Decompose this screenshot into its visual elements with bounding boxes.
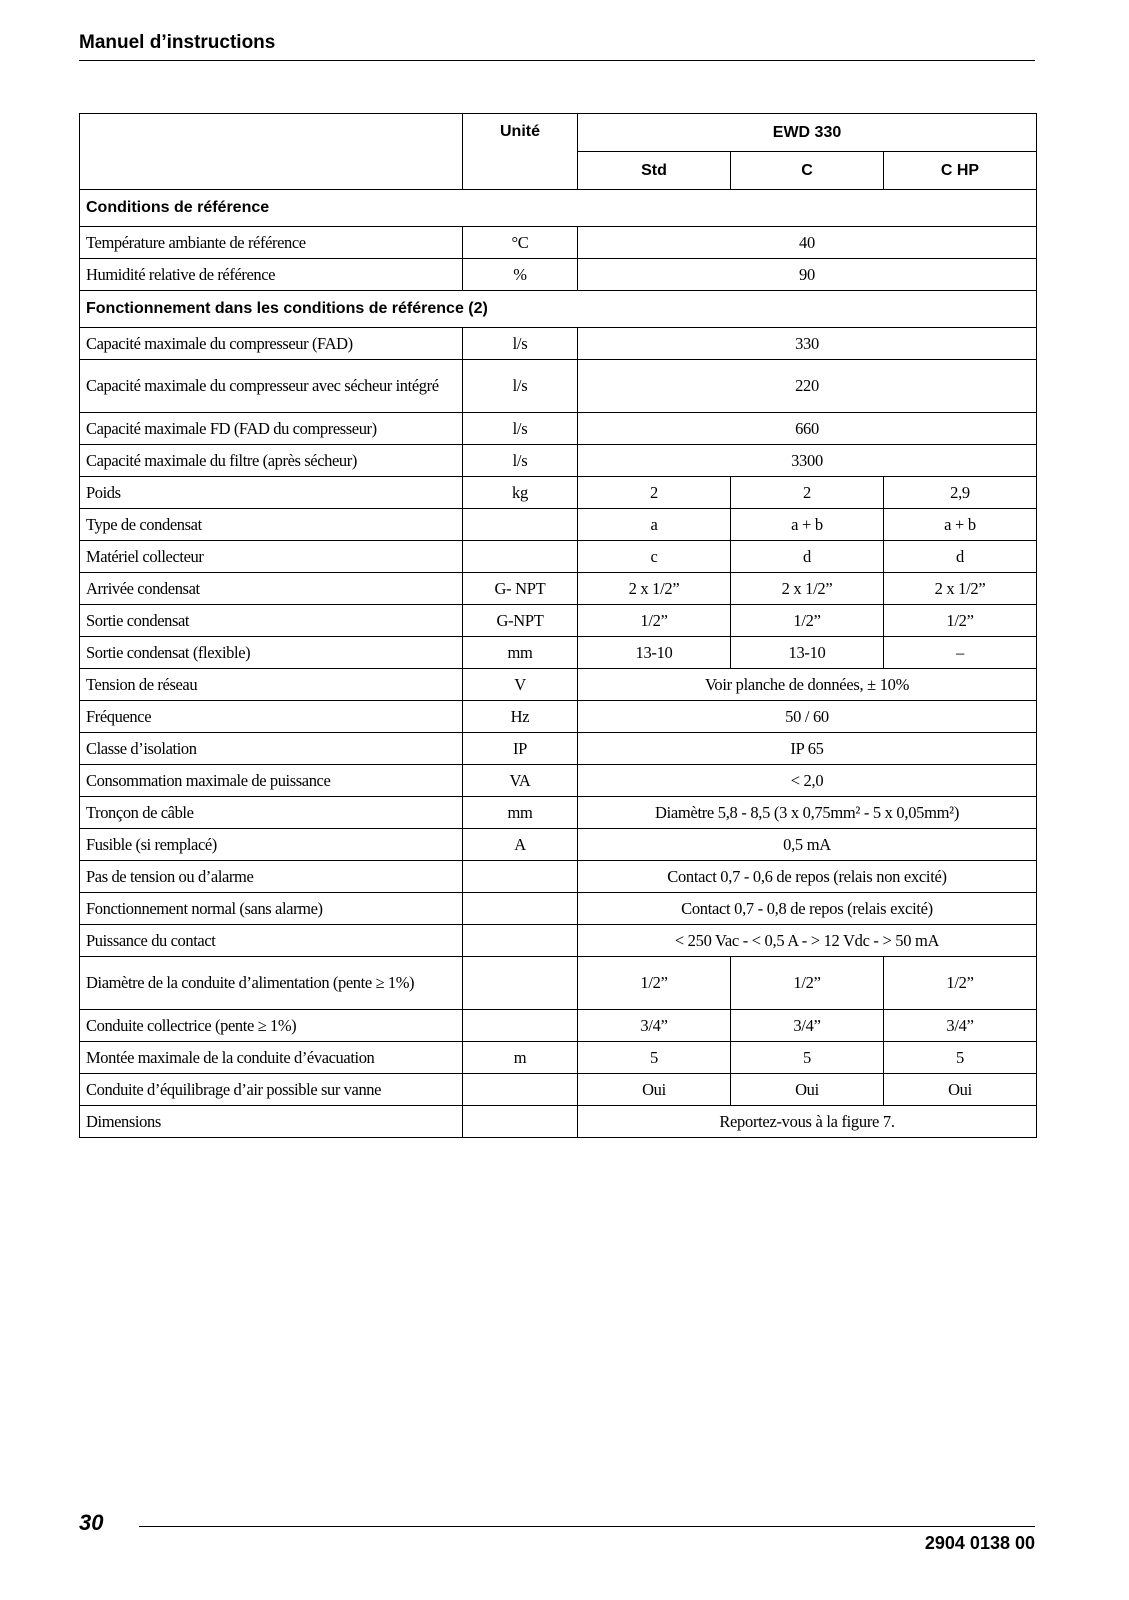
table-row: [80, 541, 1037, 573]
table-row: [80, 445, 1037, 477]
page-number: 30: [79, 1510, 104, 1535]
table-row: [80, 360, 1037, 413]
row-label: Sortie condensat (flexible): [80, 637, 463, 669]
row-value: c: [578, 541, 731, 573]
variant-header: Std: [578, 152, 731, 190]
table-row: [80, 227, 1037, 259]
row-unit: l/s: [463, 445, 578, 477]
row-unit: [463, 1106, 578, 1138]
section-row: [80, 190, 1037, 227]
table-row: [80, 637, 1037, 669]
page-header: [79, 30, 1035, 61]
row-value: 5: [731, 1042, 884, 1074]
row-unit: [463, 1074, 578, 1106]
table-row: [80, 1042, 1037, 1074]
row-label: Montée maximale de la conduite d’évacuation: [80, 1042, 463, 1074]
row-label: Dimensions: [80, 1106, 463, 1138]
row-value: d: [884, 541, 1037, 573]
row-unit: G-NPT: [463, 605, 578, 637]
row-value: Oui: [731, 1074, 884, 1106]
row-label: Capacité maximale FD (FAD du compresseur): [80, 413, 463, 445]
row-value: 1/2”: [884, 957, 1037, 1010]
row-label: Arrivée condensat: [80, 573, 463, 605]
row-value: 2,9: [884, 477, 1037, 509]
row-value: 2: [578, 477, 731, 509]
row-value: 13-10: [578, 637, 731, 669]
table-row: [80, 1010, 1037, 1042]
row-unit: m: [463, 1042, 578, 1074]
row-unit: mm: [463, 637, 578, 669]
row-unit: VA: [463, 765, 578, 797]
row-value: a: [578, 509, 731, 541]
table-row: [80, 733, 1037, 765]
row-value: 3/4”: [884, 1010, 1037, 1042]
row-label: Conduite collectrice (pente ≥ 1%): [80, 1010, 463, 1042]
row-value: Diamètre 5,8 - 8,5 (3 x 0,75mm² - 5 x 0,05mm²): [578, 797, 1037, 829]
row-value: 5: [578, 1042, 731, 1074]
table-row: [80, 1106, 1037, 1138]
table-row: [80, 925, 1037, 957]
table-row: [80, 328, 1037, 360]
row-value: Oui: [578, 1074, 731, 1106]
footer-rule: [139, 1526, 1035, 1527]
row-unit: kg: [463, 477, 578, 509]
row-label: Fréquence: [80, 701, 463, 733]
row-value: 2 x 1/2”: [731, 573, 884, 605]
row-value: < 250 Vac - < 0,5 A - > 12 Vdc - > 50 mA: [578, 925, 1037, 957]
row-value: 3300: [578, 445, 1037, 477]
row-label: Pas de tension ou d’alarme: [80, 861, 463, 893]
page-footer: [79, 1510, 1035, 1560]
row-label: Consommation maximale de puissance: [80, 765, 463, 797]
table-row: [80, 509, 1037, 541]
row-label: Poids: [80, 477, 463, 509]
row-value: 330: [578, 328, 1037, 360]
model-header: EWD 330: [578, 114, 1037, 152]
table-row: [80, 477, 1037, 509]
row-value: –: [884, 637, 1037, 669]
row-unit: [463, 957, 578, 1010]
row-value: IP 65: [578, 733, 1037, 765]
section-row: [80, 291, 1037, 328]
table-row: [80, 797, 1037, 829]
table-row: [80, 605, 1037, 637]
table-row: [80, 893, 1037, 925]
header-empty-cell: [80, 114, 463, 190]
row-value: 1/2”: [731, 957, 884, 1010]
row-unit: mm: [463, 797, 578, 829]
row-label: Capacité maximale du compresseur avec sécheur intégré: [80, 360, 463, 413]
row-value: a + b: [731, 509, 884, 541]
table-row: [80, 957, 1037, 1010]
row-value: a + b: [884, 509, 1037, 541]
row-label: Diamètre de la conduite d’alimentation (pente ≥ 1%): [80, 957, 463, 1010]
row-value: 1/2”: [731, 605, 884, 637]
row-value: 0,5 mA: [578, 829, 1037, 861]
row-value: d: [731, 541, 884, 573]
row-unit: [463, 861, 578, 893]
unit-header: Unité: [463, 114, 578, 190]
section-title: Conditions de référence: [80, 190, 1037, 227]
row-value: 3/4”: [578, 1010, 731, 1042]
row-label: Humidité relative de référence: [80, 259, 463, 291]
row-unit: [463, 1010, 578, 1042]
row-value: 660: [578, 413, 1037, 445]
table-row: [80, 861, 1037, 893]
row-label: Tension de réseau: [80, 669, 463, 701]
row-unit: l/s: [463, 360, 578, 413]
table-row: [80, 413, 1037, 445]
row-label: Capacité maximale du compresseur (FAD): [80, 328, 463, 360]
row-value: 13-10: [731, 637, 884, 669]
table-row: [80, 765, 1037, 797]
row-label: Tronçon de câble: [80, 797, 463, 829]
row-label: Matériel collecteur: [80, 541, 463, 573]
row-unit: [463, 509, 578, 541]
row-label: Puissance du contact: [80, 925, 463, 957]
row-label: Type de condensat: [80, 509, 463, 541]
row-label: Sortie condensat: [80, 605, 463, 637]
row-value: Voir planche de données, ± 10%: [578, 669, 1037, 701]
row-unit: G- NPT: [463, 573, 578, 605]
row-unit: %: [463, 259, 578, 291]
table-row: [80, 259, 1037, 291]
row-value: 5: [884, 1042, 1037, 1074]
row-value: 2 x 1/2”: [884, 573, 1037, 605]
row-label: Conduite d’équilibrage d’air possible sur vanne: [80, 1074, 463, 1106]
row-value: 2 x 1/2”: [578, 573, 731, 605]
header-row: [80, 114, 1037, 152]
row-unit: [463, 925, 578, 957]
section-title: Fonctionnement dans les conditions de référence (2): [80, 291, 1037, 328]
table-row: [80, 829, 1037, 861]
row-unit: l/s: [463, 413, 578, 445]
row-unit: Hz: [463, 701, 578, 733]
row-unit: [463, 541, 578, 573]
row-label: Fonctionnement normal (sans alarme): [80, 893, 463, 925]
row-value: Oui: [884, 1074, 1037, 1106]
table-row: [80, 669, 1037, 701]
row-unit: [463, 893, 578, 925]
row-unit: l/s: [463, 328, 578, 360]
row-value: 50 / 60: [578, 701, 1037, 733]
document-number: 2904 0138 00: [924, 1533, 1035, 1553]
row-value: 1/2”: [578, 605, 731, 637]
row-value: 220: [578, 360, 1037, 413]
row-value: 2: [731, 477, 884, 509]
table-row: [80, 1074, 1037, 1106]
row-value: < 2,0: [578, 765, 1037, 797]
row-label: Fusible (si remplacé): [80, 829, 463, 861]
row-unit: V: [463, 669, 578, 701]
row-unit: °C: [463, 227, 578, 259]
spec-table: [79, 113, 1037, 1138]
row-unit: IP: [463, 733, 578, 765]
row-value: 40: [578, 227, 1037, 259]
row-value: Contact 0,7 - 0,6 de repos (relais non excité): [578, 861, 1037, 893]
variant-header: C HP: [884, 152, 1037, 190]
row-label: Classe d’isolation: [80, 733, 463, 765]
row-value: Reportez-vous à la figure 7.: [578, 1106, 1037, 1138]
row-value: 1/2”: [578, 957, 731, 1010]
table-row: [80, 573, 1037, 605]
row-value: 90: [578, 259, 1037, 291]
row-label: Capacité maximale du filtre (après sécheur): [80, 445, 463, 477]
variant-header: C: [731, 152, 884, 190]
row-unit: A: [463, 829, 578, 861]
page-title: Manuel d’instructions: [79, 32, 276, 53]
row-label: Température ambiante de référence: [80, 227, 463, 259]
row-value: 3/4”: [731, 1010, 884, 1042]
row-value: 1/2”: [884, 605, 1037, 637]
table-row: [80, 701, 1037, 733]
row-value: Contact 0,7 - 0,8 de repos (relais excité): [578, 893, 1037, 925]
